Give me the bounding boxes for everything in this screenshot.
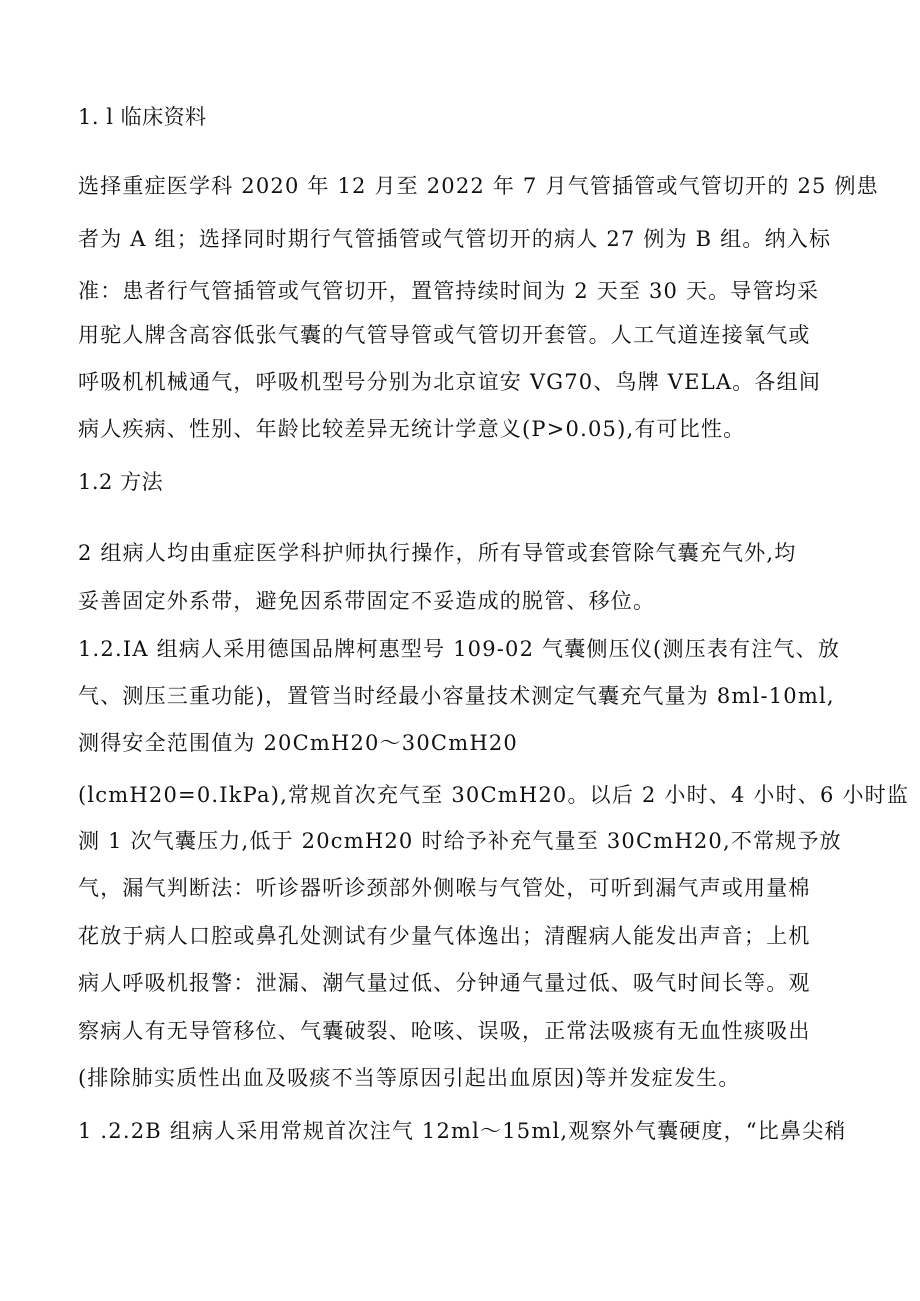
section-heading-methods: 1.2 方法	[78, 470, 164, 494]
paragraph-line: 2 组病人均由重症医学科护师执行操作，所有导管或套管除气囊充气外,均	[78, 541, 797, 565]
paragraph-line: 选择重症医学科 2020 年 12 月至 2022 年 7 月气管插管或气管切开的 25 例患	[78, 174, 879, 198]
paragraph-line: 准：患者行气管插管或气管切开，置管持续时间为 2 天至 30 天。导管均采	[78, 279, 820, 303]
paragraph-line: 1.2.IA 组病人采用德国品牌柯惠型号 109-02 气囊侧压仪(测压表有注气、放	[78, 637, 841, 661]
paragraph-line: 1 .2.2B 组病人采用常规首次注气 12ml～15ml,观察外气囊硬度，“比鼻尖稍	[78, 1119, 847, 1143]
paragraph-line: 者为 A 组；选择同时期行气管插管或气管切开的病人 27 例为 B 组。纳入标	[78, 227, 832, 251]
paragraph-line: 花放于病人口腔或鼻孔处测试有少量气体逸出；清醒病人能发出声音；上机	[78, 924, 811, 948]
section-heading-clinical-data: 1. l 临床资料	[78, 105, 207, 129]
paragraph-line: 测得安全范围值为 20CmH20～30CmH20	[78, 731, 518, 755]
paragraph-line: 病人呼吸机报警：泄漏、潮气量过低、分钟通气量过低、吸气时间长等。观	[78, 971, 811, 995]
paragraph-line: 用驼人牌含高容低张气囊的气管导管或气管切开套管。人工气道连接氧气或	[78, 323, 811, 347]
paragraph-line: 气，漏气判断法：听诊器听诊颈部外侧喉与气管处，可听到漏气声或用量棉	[78, 876, 811, 900]
paragraph-line: 测 1 次气囊压力,低于 20cmH20 时给予补充气量至 30CmH20,不常规予放	[78, 829, 842, 853]
paragraph-line: 妥善固定外系带，避免因系带固定不妥造成的脱管、移位。	[78, 589, 656, 613]
paragraph-line: (排除肺实质性出血及吸痰不当等原因引起出血原因)等并发症发生。	[78, 1066, 741, 1090]
paragraph-line: 气、测压三重功能)，置管当时经最小容量技术测定气囊充气量为 8ml-10ml,	[78, 684, 835, 708]
paragraph-line: 察病人有无导管移位、气囊破裂、呛咳、误吸，正常法吸痰有无血性痰吸出	[78, 1019, 811, 1043]
paragraph-line: (lcmH20=0.IkPa),常规首次充气至 30CmH20。以后 2 小时、4 小时、6 小时监	[78, 783, 910, 807]
paragraph-line: 病人疾病、性别、年龄比较差异无统计学意义(P>0.05),有可比性。	[78, 417, 746, 441]
paragraph-line: 呼吸机机械通气，呼吸机型号分别为北京谊安 VG70、鸟牌 VELA。各组间	[78, 370, 822, 394]
